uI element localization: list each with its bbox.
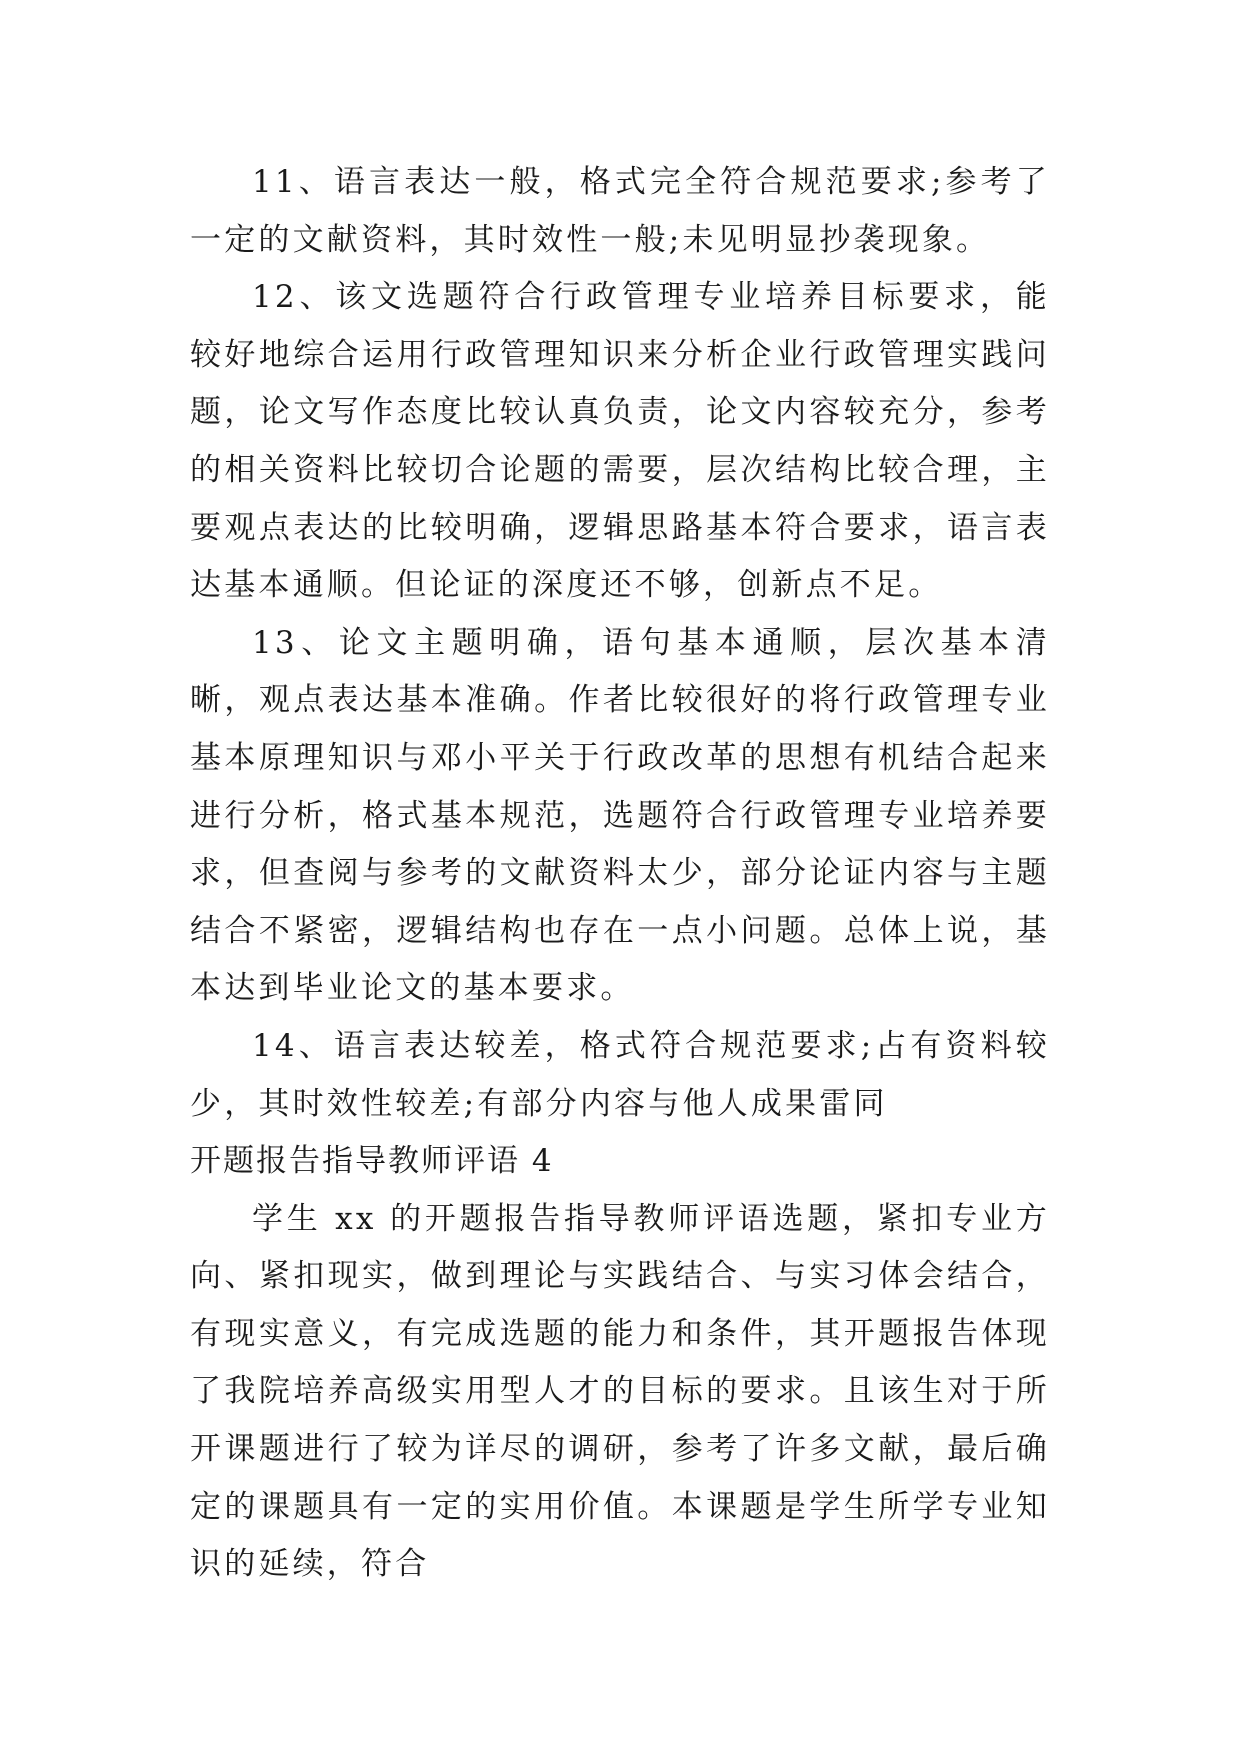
paragraph-item-13: 13、论文主题明确，语句基本通顺，层次基本清晰，观点表达基本准确。作者比较很好的将行政管理专业基本原理知识与邓小平关于行政改革的思想有机结合起来进行分析，格式基本规范，选题符合行政管理专业培养要求，但查阅与参考的文献资料太少，部分论证内容与主题结合不紧密，逻辑结构也存在一点小问题。总体上说，基本达到毕业论文的基本要求。 (190, 624, 1050, 1007)
paragraph-item-11: 11、语言表达一般，格式完全符合规范要求;参考了一定的文献资料，其时效性一般;未见明显抄袭现象。 (190, 164, 1050, 258)
paragraph-item-12: 12、该文选题符合行政管理专业培养目标要求，能较好地综合运用行政管理知识来分析企业行政管理实践问题，论文写作态度比较认真负责，论文内容较充分，参考的相关资料比较切合论题的需要，层次结构比较合理，主要观点表达的比较明确，逻辑思路基本符合要求，语言表达基本通顺。但论证的深度还不够，创新点不足。 (190, 279, 1050, 604)
section-paragraph: 学生 xx 的开题报告指导教师评语选题，紧扣专业方向、紧扣现实，做到理论与实践结合、与实习体会结合，有现实意义，有完成选题的能力和条件，其开题报告体现了我院培养高级实用型人才的目标的要求。且该生对于所开课题进行了较为详尽的调研，参考了许多文献，最后确定的课题具有一定的实用价值。本课题是学生所学专业知识的延续，符合 (190, 1200, 1050, 1583)
section-heading: 开题报告指导教师评语 4 (190, 1143, 554, 1180)
paragraph-item-14: 14、语言表达较差，格式符合规范要求;占有资料较少，其时效性较差;有部分内容与他人成果雷同 (190, 1027, 1050, 1122)
document-body (190, 154, 1050, 1594)
